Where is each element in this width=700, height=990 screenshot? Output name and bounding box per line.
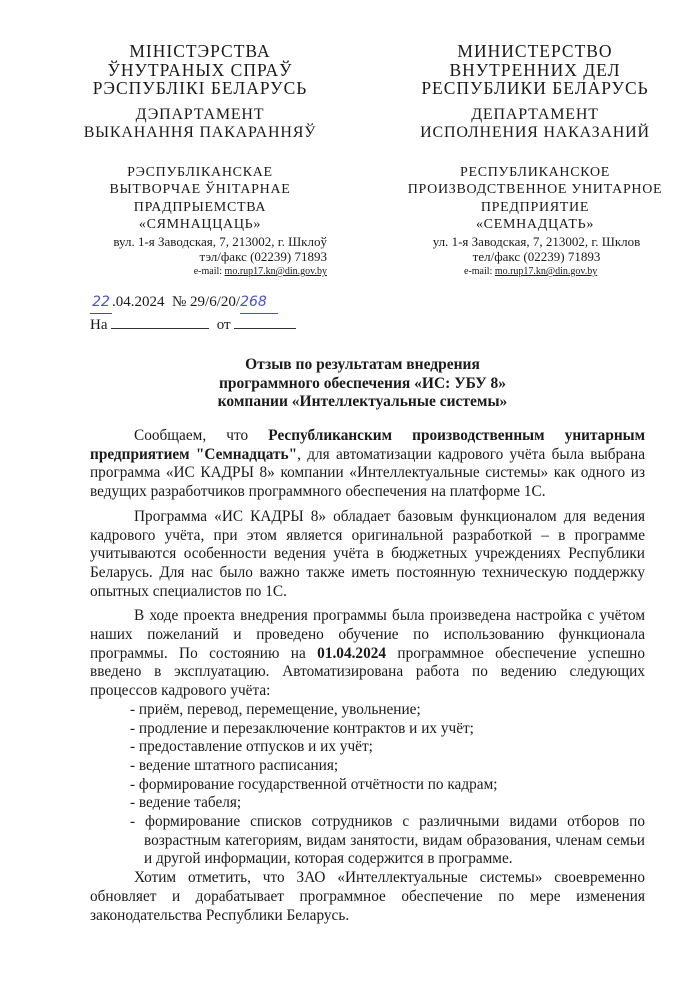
registration-date-number: 22 .04.2024 № 29/6/20/268 bbox=[90, 292, 296, 314]
ministry-name-be: МІНІСТЭРСТВА ЎНУТРАНЫХ СПРАЎ РЭСПУБЛІКІ БЕЛАРУСЬ bbox=[92, 41, 308, 98]
phone-be: тэл/факс (02239) 71893 bbox=[199, 249, 327, 264]
list-item: - продление и перезаключение контрактов и их учёт; bbox=[130, 719, 474, 737]
address-block-ru: ул. 1-я Заводская, 7, 213002, г. Шклов тел/факс (02239) 71893 e-mail: mo.rup17.kn@din.gov.by bbox=[404, 234, 669, 279]
list-item: - формирование списков сотрудников с различными видами отборов по возрастным категориям, видам занятости, видам образования, членам семьи и другой информации, которая содержится в программе. bbox=[130, 813, 645, 868]
letter-body bbox=[90, 427, 645, 925]
list-item: - предоставление отпусков и их учёт; bbox=[130, 738, 373, 756]
handwritten-day: 22 bbox=[90, 292, 112, 314]
paragraph-2: Программа «ИС КАДРЫ 8» обладает базовым функционалом для ведения кадрового учёта, при этом является оригинальной разработкой – в программе учитываются особенности ведения учёта в бюджетных учреждениях Республики Беларусь. Для нас было важно также иметь постоянную техническую поддержку опытных специалистов по 1С. bbox=[90, 507, 645, 600]
paragraph-4: Хотим отметить, что ЗАО «Интеллектуальные системы» своевременно обновляет и дорабатывает программное обеспечение по мере изменения законодательства Республики Беларусь. bbox=[90, 869, 645, 924]
handwritten-number: 268 bbox=[240, 292, 278, 314]
header-right bbox=[395, 42, 675, 234]
reference-date-blank bbox=[234, 314, 296, 329]
list-item: - приём, перевод, перемещение, увольнение; bbox=[130, 700, 421, 718]
letter-title: Отзыв по результатам внедрения программного обеспечения «ИС: УБУ 8» компании «Интеллектуальные системы» bbox=[217, 356, 508, 410]
department-name-be: ДЭПАРТАМЕНТ ВЫКАНАННЯ ПАКАРАННЯЎ bbox=[83, 105, 317, 141]
phone-ru: тел/факс (02239) 71893 bbox=[472, 249, 601, 264]
paragraph-1: Сообщаем, что Республиканским производственным унитарным предприятием "Семнадцать", для автоматизации кадрового учёта была выбрана программа «ИС КАДРЫ 8» компании «Интеллектуальные системы» как одного из ведущих разработчиков программного обеспечения на платформе 1С. bbox=[90, 427, 646, 501]
address-ru: ул. 1-я Заводская, 7, 213002, г. Шклов bbox=[432, 234, 641, 249]
enterprise-name-be: РЭСПУБЛІКАНСКАЕ ВЫТВОРЧАЕ ЎНІТАРНАЕ ПРАДПРЫЕМСТВА «СЯМНАЦЦАЦЬ» bbox=[109, 164, 291, 232]
address-be: вул. 1-я Заводская, 7, 213002, г. Шклоў bbox=[113, 234, 327, 249]
enterprise-name-ru: РЕСПУБЛИКАНСКОЕ ПРОИЗВОДСТВЕННОЕ УНИТАРНОЕ ПРЕДПРИЯТИЕ «СЕМНАДЦАТЬ» bbox=[407, 164, 663, 232]
process-list bbox=[90, 701, 645, 869]
reference-number-blank bbox=[111, 314, 209, 329]
list-item: - ведение штатного расписания; bbox=[130, 756, 339, 774]
email-link-ru[interactable]: mo.rup17.kn@din.gov.by bbox=[494, 266, 598, 277]
reference-line: На от bbox=[90, 314, 296, 336]
ministry-name-ru: МИНИСТЕРСТВО ВНУТРЕННИХ ДЕЛ РЕСПУБЛИКИ БЕЛАРУСЬ bbox=[421, 41, 649, 98]
email-link-be[interactable]: mo.rup17.kn@din.gov.by bbox=[224, 266, 327, 277]
paragraph-3: В ходе проекта внедрения программы была произведена настройка с учётом наших пожеланий и проведено обучение по использованию функционала программы. По состоянию на 01.04.2024 программное обеспечение успешно введено в эксплуатацию. Автоматизирована работа по ведению следующих процессов кадрового учёта: bbox=[90, 607, 645, 700]
department-name-ru: ДЕПАРТАМЕНТ ИСПОЛНЕНИЯ НАКАЗАНИЙ bbox=[420, 105, 650, 141]
list-item: - формирование государственной отчётности по кадрам; bbox=[130, 775, 498, 793]
list-item: - ведение табеля; bbox=[130, 794, 242, 812]
header-left bbox=[50, 42, 350, 234]
address-block-be: вул. 1-я Заводская, 7, 213002, г. Шклоў тэл/факс (02239) 71893 e-mail: mo.rup17.kn@din.gov.by bbox=[82, 234, 327, 279]
registration-block bbox=[90, 292, 296, 336]
